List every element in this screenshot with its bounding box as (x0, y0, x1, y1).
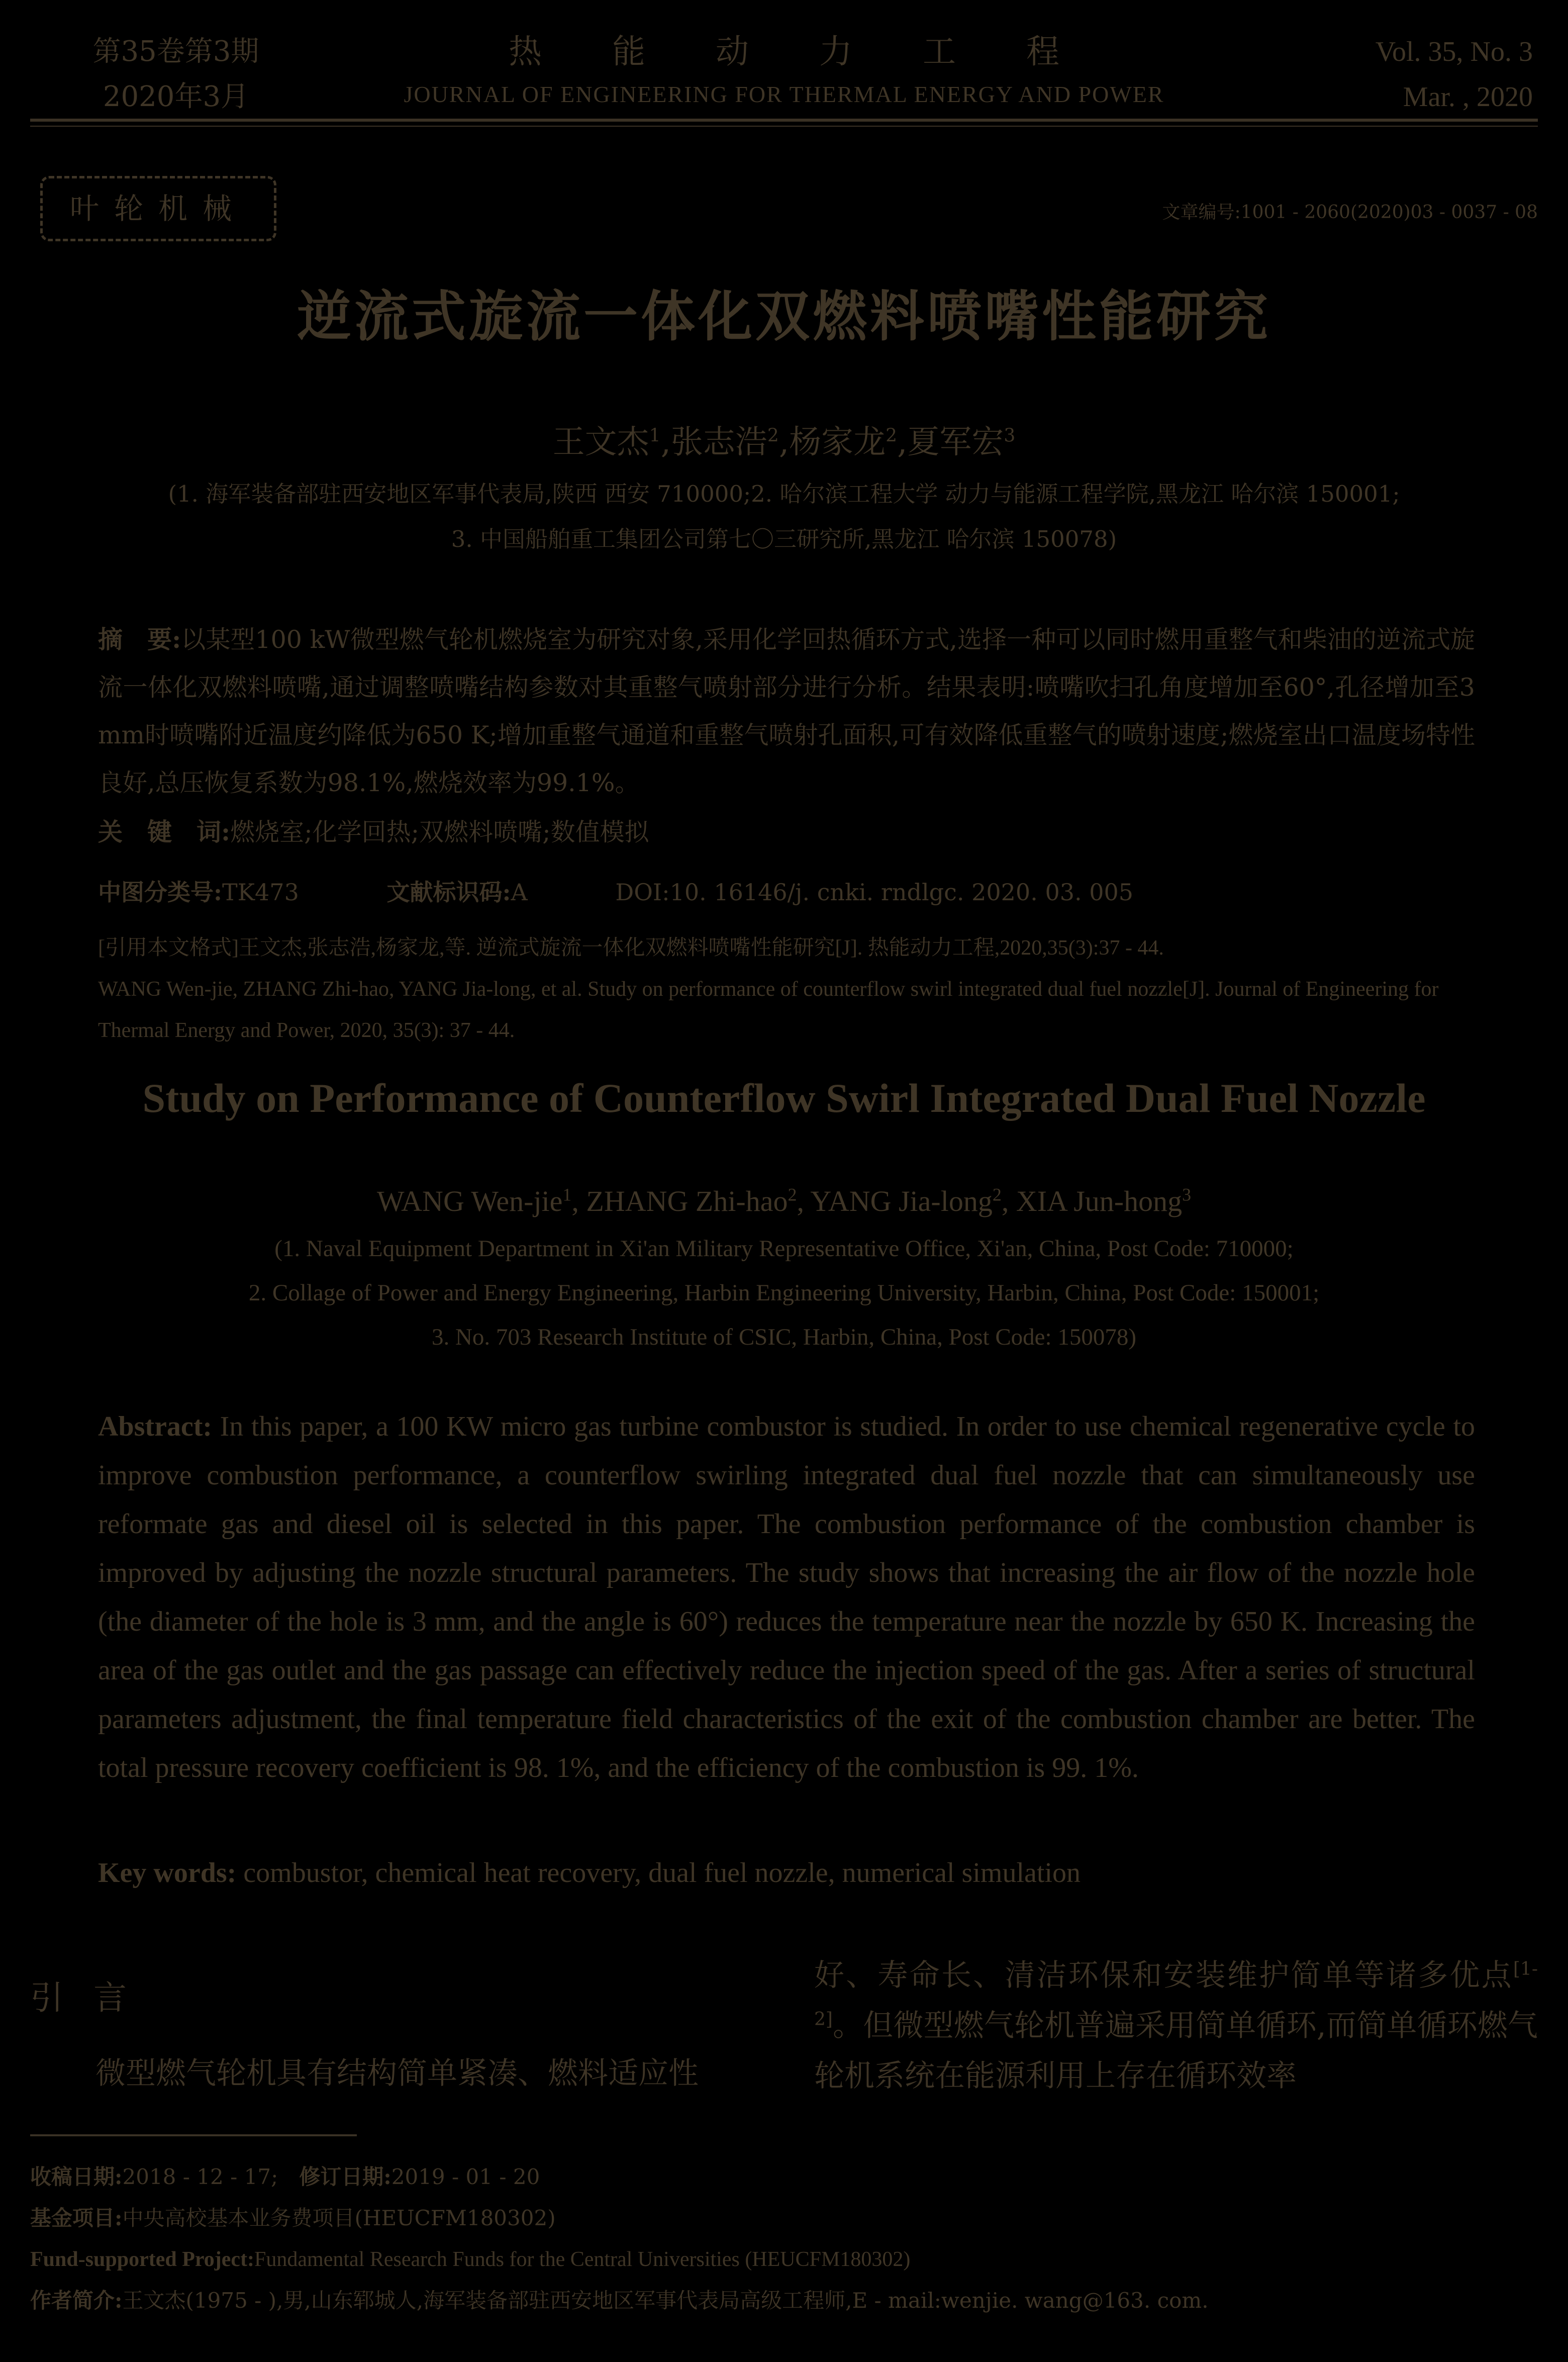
doi: DOI:10. 16146/j. cnki. rndlgc. 2020. 03. 005 (615, 879, 1134, 906)
intro-left-column: 微型燃气轮机具有结构简单紧凑、燃料适应性 (95, 2056, 699, 2091)
author-name: 夏军宏 (907, 424, 1004, 461)
intro-text: 。但微型燃气轮机普遍采用简单循环,而简单循环燃气轮机系统在能源利用上存在循环效率 (814, 2008, 1538, 2094)
volume-en: Vol. 35, No. 3 (1375, 36, 1533, 67)
abstract-en (98, 1402, 1475, 1792)
fund-en: Fundamental Research Funds for the Central Universities (HEUCFM180302) (254, 2248, 911, 2271)
fund-cn-label: 基金项目: (30, 2206, 123, 2230)
author-name: 张志浩 (670, 424, 767, 461)
author-aff: 2 (788, 1184, 797, 1205)
citation-en: WANG Wen-jie, ZHANG Zhi-hao, YANG Jia-long, et al. Study on performance of counterflow swirl integrated dual fuel nozzle[J]. Journal of Engineering for Thermal Energy and Power, 2020, 35(3): 37 - 44. (98, 978, 1439, 1042)
author-bio-label: 作者简介: (30, 2288, 123, 2313)
issue-info-en (1376, 29, 1533, 120)
keywords-en (98, 1849, 1081, 1898)
affiliation-line: (1. Naval Equipment Department in Xi'an Military Representative Office, Xi'an, China, Post Code: 710000; (274, 1236, 1294, 1262)
doc-code-label: 文献标识码: (386, 879, 511, 906)
article-number: 文章编号:1001 - 2060(2020)03 - 0037 - 08 (1162, 202, 1538, 223)
title-cn: 逆流式旋流一体化双燃料喷嘴性能研究 (297, 285, 1271, 348)
footnotes (30, 2156, 1538, 2321)
author-name: XIA Jun-hong (1016, 1185, 1183, 1217)
authors-cn: 王文杰$^1$,张志浩$^2$,杨家龙$^2$,夏军宏$^3$ (552, 424, 1016, 461)
footnote-rule (30, 2134, 357, 2136)
revised-date: 2019 - 01 - 20 (391, 2164, 540, 2189)
footnote-dates (30, 2156, 1538, 2198)
classification-row (98, 870, 1214, 915)
intro-right-column (814, 1950, 1538, 2101)
author-name: WANG Wen-jie (376, 1185, 563, 1217)
doc-code: A (511, 879, 528, 906)
fund-cn: 中央高校基本业务费项目(HEUCFM180302) (122, 2206, 556, 2230)
author-aff: 1 (562, 1184, 572, 1205)
keywords-en-label: Key words: (98, 1857, 237, 1888)
citation-label: [引用本文格式] (98, 936, 239, 960)
keywords-en-text: combustor, chemical heat recovery, dual fuel nozzle, numerical simulation (236, 1857, 1081, 1888)
title-en: Study on Performance of Counterflow Swirl Integrated Dual Fuel Nozzle (142, 1075, 1426, 1121)
intro-text: 好、寿命长、清洁环保和安装维护简单等诸多优点 (814, 1958, 1513, 1993)
issue-info-cn (65, 29, 286, 120)
abstract-cn (98, 616, 1475, 807)
journal-title-en: JOURNAL OF ENGINEERING FOR THERMAL ENERGY AND POWER (404, 81, 1164, 107)
author-aff: 3 (1004, 425, 1016, 446)
journal-masthead (342, 29, 1226, 115)
affiliation-line: (1. 海军装备部驻西安地区军事代表局,陕西 西安 710000;2. 哈尔滨工程大学 动力与能源工程学院,黑龙江 哈尔滨 150001; (168, 481, 1400, 507)
citation-block (98, 927, 1475, 1051)
intro-heading: 引言 (30, 1978, 157, 2017)
reference-citation: [1-2] (814, 1959, 1538, 2030)
header-rule-thick (30, 119, 1538, 122)
footnote-author (30, 2280, 1538, 2321)
abstract-cn-label: 摘 要: (98, 625, 181, 654)
fund-en-label: Fund-supported Project: (30, 2248, 255, 2271)
footnote-fund-en (30, 2239, 1538, 2280)
abstract-cn-text: 以某型100 kW微型燃气轮机燃烧室为研究对象,采用化学回热循环方式,选择一种可以同时燃用重整气和柴油的逆流式旋流一体化双燃料喷嘴,通过调整喷嘴结构参数对其重整气喷射部分进行分析。结果表明:喷嘴吹扫孔角度增加至60°,孔径增加至3 mm时喷嘴附近温度约降低为650 K;增加重整气通道和重整气喷射孔面积,可有效降低重整气的喷射速度;燃烧室出口温度场特性良好,总压恢复系数为98.1%,燃烧效率为99.1%。 (98, 625, 1475, 797)
revised-label: 修订日期: (299, 2164, 391, 2189)
affiliation-line: 2. Collage of Power and Energy Engineering, Harbin Engineering University, Harbin, China, Post Code: 150001; (248, 1280, 1320, 1306)
affiliation-line: 3. 中国船舶重工集团公司第七〇三研究所,黑龙江 哈尔滨 150078) (451, 526, 1117, 552)
keywords-cn-text: 燃烧室;化学回热;双燃料喷嘴;数值模拟 (230, 818, 649, 846)
date-cn: 2020年3月 (103, 80, 249, 113)
affiliations-cn (0, 471, 1568, 562)
citation-cn: 王文杰,张志浩,杨家龙,等. 逆流式旋流一体化双燃料喷嘴性能研究[J]. 热能动力工程,2020,35(3):37 - 44. (238, 936, 1164, 960)
clc-label: 中图分类号: (98, 879, 222, 906)
author-name: YANG Jia-long (810, 1185, 993, 1217)
affiliation-line: 3. No. 703 Research Institute of CSIC, Harbin, China, Post Code: 150078) (431, 1324, 1137, 1350)
abstract-en-text: In this paper, a 100 KW micro gas turbine combustor is studied. In order to use chemical regenerative cycle to improve combustion performance, a counterflow swirling integrated dual fuel nozzle that can simultaneously use reformate gas and diesel oil is selected in this paper. The combustion performance of the combustion chamber is improved by adjusting the nozzle structural parameters. The study shows that increasing the air flow of the nozzle hole (the diameter of the hole is 3 mm, and the angle is 60°) reduces the temperature near the nozzle by 650 K. Increasing the area of the gas outlet and the gas passage can effectively reduce the injection speed of the gas. After a series of structural parameters adjustment, the final temperature field characteristics of the exit of the combustion chamber are better. The total pressure recovery coefficient is 98. 1%, and the efficiency of the combustion is 99. 1%. (98, 1411, 1475, 1783)
author-aff: 3 (1182, 1184, 1192, 1205)
keywords-cn-label: 关 键 词: (98, 817, 231, 846)
footnote-fund-cn (30, 2198, 1538, 2239)
journal-title-cn: 热能动力工程 (509, 32, 1130, 71)
volume-cn: 第35卷第3期 (92, 35, 259, 68)
received-label: 收稿日期: (30, 2164, 123, 2189)
authors-en: WANG Wen-jie$^1$, ZHANG Zhi-hao$^2$, YANG Jia-long$^2$, XIA Jun-hong$^3$ (376, 1184, 1192, 1217)
date-en: Mar. , 2020 (1403, 81, 1533, 113)
keywords-cn (98, 809, 649, 855)
clc-code: TK473 (222, 879, 299, 906)
affiliations-en (0, 1226, 1568, 1359)
section-label: 叶轮机械 (40, 176, 276, 241)
author-aff: 2 (992, 1184, 1002, 1205)
author-name: ZHANG Zhi-hao (586, 1185, 788, 1217)
author-bio: 王文杰(1975 - ),男,山东郓城人,海军装备部驻西安地区军事代表局高级工程师,E - mail:wenjie. wang@163. com. (122, 2288, 1209, 2313)
author-name: 杨家龙 (789, 424, 886, 461)
header-rule-thin (30, 126, 1538, 127)
author-aff: 2 (767, 425, 779, 446)
author-aff: 1 (649, 425, 661, 446)
author-name: 王文杰 (552, 424, 649, 461)
abstract-en-label: Abstract: (98, 1411, 213, 1442)
author-aff: 2 (886, 425, 898, 446)
received-date: 2018 - 12 - 17; (122, 2164, 278, 2189)
